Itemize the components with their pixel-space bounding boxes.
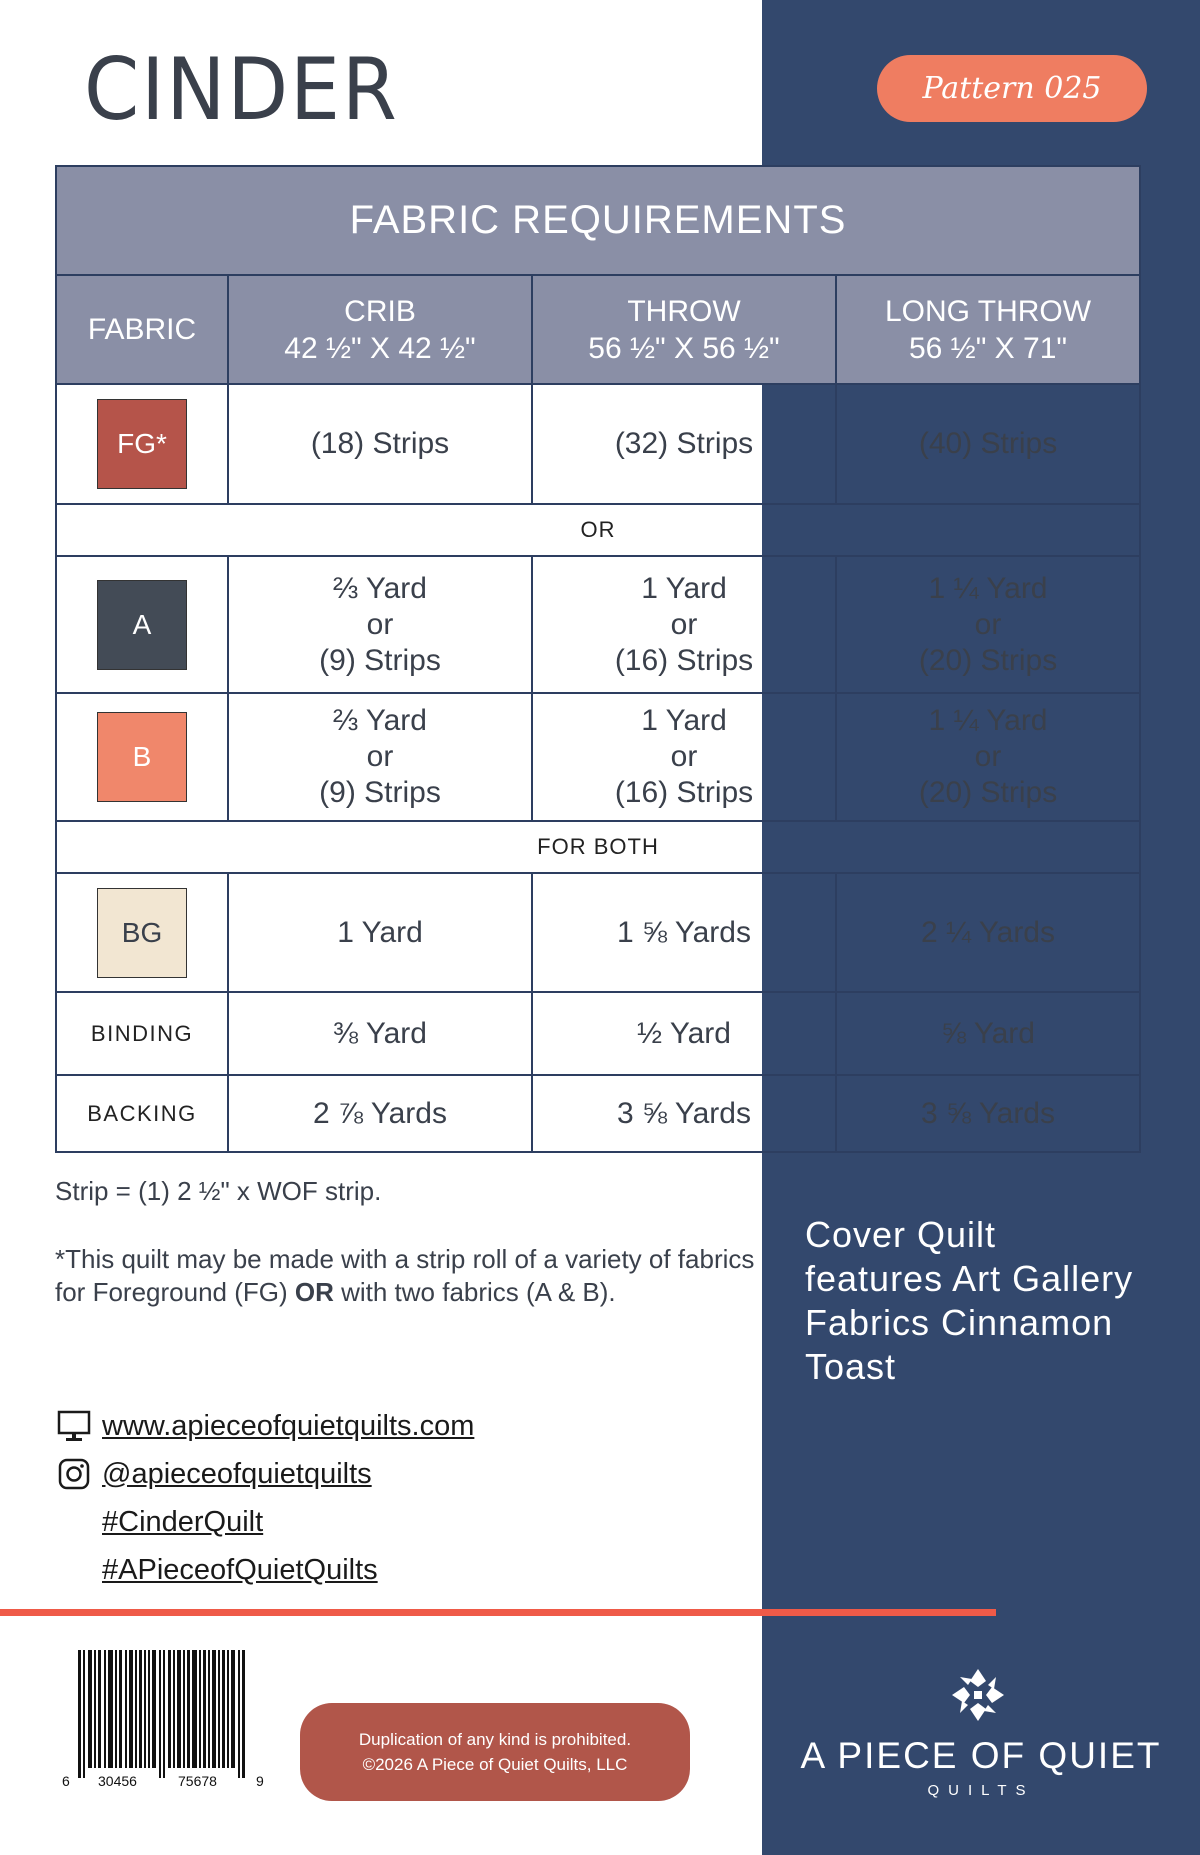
website-link[interactable]: www.apieceofquietquilts.com [102,1409,475,1442]
barcode-digits-2: 30456 [98,1773,137,1789]
table-row-a [56,556,1140,693]
table-row-backing [56,1075,1140,1152]
barcode [60,1648,270,1798]
backing-label: BACKING [56,1075,228,1152]
b-swatch: B [97,712,187,802]
col-header-throw [532,275,836,384]
bg-swatch: BG [97,888,187,978]
monitor-icon [55,1407,93,1445]
backing-long-throw: 3 ⅝ Yards [836,1075,1140,1152]
barcode-digit-1: 6 [62,1773,70,1789]
table-row-bg [56,873,1140,992]
barcode-digit-4: 9 [256,1773,264,1789]
fabric-requirements-table [55,165,1141,1153]
fg-throw: (32) Strips [532,384,836,504]
instagram-link[interactable]: @apieceofquietquilts [102,1457,372,1490]
table-header-row [56,275,1140,384]
instagram-row [55,1450,474,1498]
a-throw: 1 Yard or (16) Strips [532,556,836,693]
red-divider [0,1609,996,1616]
hashtag-apoq-link[interactable]: #APieceofQuietQuilts [102,1553,378,1586]
b-crib: ⅔ Yard or (9) Strips [228,693,532,821]
notes [55,1175,755,1344]
long-throw-name: LONG THROW [884,294,1092,328]
disclaimer-badge [300,1703,690,1801]
disclaimer-line-1: Duplication of any kind is prohibited. [358,1730,632,1749]
fg-swatch: FG* [97,399,187,489]
bg-long-throw: 2 ¼ Yards [836,873,1140,992]
fabric-swatch-cell [56,384,228,504]
fg-crib: (18) Strips [228,384,532,504]
hashtag-row-1 [55,1498,474,1546]
col-header-long-throw [836,275,1140,384]
fabric-swatch-cell [56,873,228,992]
long-throw-size: 56 ½" X 71" [908,331,1068,365]
hashtag-cinder-link[interactable]: #CinderQuilt [102,1505,264,1538]
brand-subtitle: QUILTS [927,1782,1035,1799]
a-swatch: A [97,580,187,670]
table-row-fg [56,384,1140,504]
binding-throw: ½ Yard [532,992,836,1075]
binding-long-throw: ⅝ Yard [836,992,1140,1075]
or-label: OR [56,504,1140,556]
binding-crib: ⅜ Yard [228,992,532,1075]
table-row-b [56,693,1140,821]
barcode-graphic [60,1648,270,1798]
table-title: FABRIC REQUIREMENTS [56,166,1140,275]
b-long-throw: 1 ¼ Yard or (20) Strips [836,693,1140,821]
brand-logo-icon [950,1667,1006,1723]
hashtag-row-2 [55,1546,474,1594]
website-row [55,1402,474,1450]
table-separator-for-both [56,821,1140,873]
quilt-note: *This quilt may be made with a strip roll of a variety of fabrics for Foreground (FG) OR with two fabrics (A & B). [55,1244,755,1307]
table-row-binding [56,992,1140,1075]
page-title: CINDER [84,40,399,140]
strip-definition: Strip = (1) 2 ½" x WOF strip. [55,1176,382,1206]
fabric-swatch-cell [56,693,228,821]
backing-crib: 2 ⅞ Yards [228,1075,532,1152]
for-both-label: FOR BOTH [56,821,1140,873]
binding-label: BINDING [56,992,228,1075]
barcode-digits-3: 75678 [178,1773,217,1789]
bg-crib: 1 Yard [228,873,532,992]
throw-name: THROW [627,294,741,328]
throw-size: 56 ½" X 56 ½" [588,331,780,365]
a-crib: ⅔ Yard or (9) Strips [228,556,532,693]
backing-throw: 3 ⅝ Yards [532,1075,836,1152]
col-header-crib [228,275,532,384]
col-header-fabric: FABRIC [56,275,228,384]
table-separator-or [56,504,1140,556]
b-throw: 1 Yard or (16) Strips [532,693,836,821]
links-section [55,1402,474,1594]
cover-quilt-text: Cover Quilt features Art Gallery Fabrics Cinnamon Toast [805,1214,1134,1387]
instagram-icon [55,1455,93,1493]
brand-name: A PIECE OF QUIET [800,1735,1162,1776]
crib-name: CRIB [344,294,416,328]
pattern-badge: Pattern 025 [877,55,1147,122]
a-long-throw: 1 ¼ Yard or (20) Strips [836,556,1140,693]
disclaimer-line-2: ©2026 A Piece of Quiet Quilts, LLC [362,1755,628,1774]
fg-long-throw: (40) Strips [836,384,1140,504]
crib-size: 42 ½" X 42 ½" [284,331,476,365]
bg-throw: 1 ⅝ Yards [532,873,836,992]
fabric-swatch-cell [56,556,228,693]
